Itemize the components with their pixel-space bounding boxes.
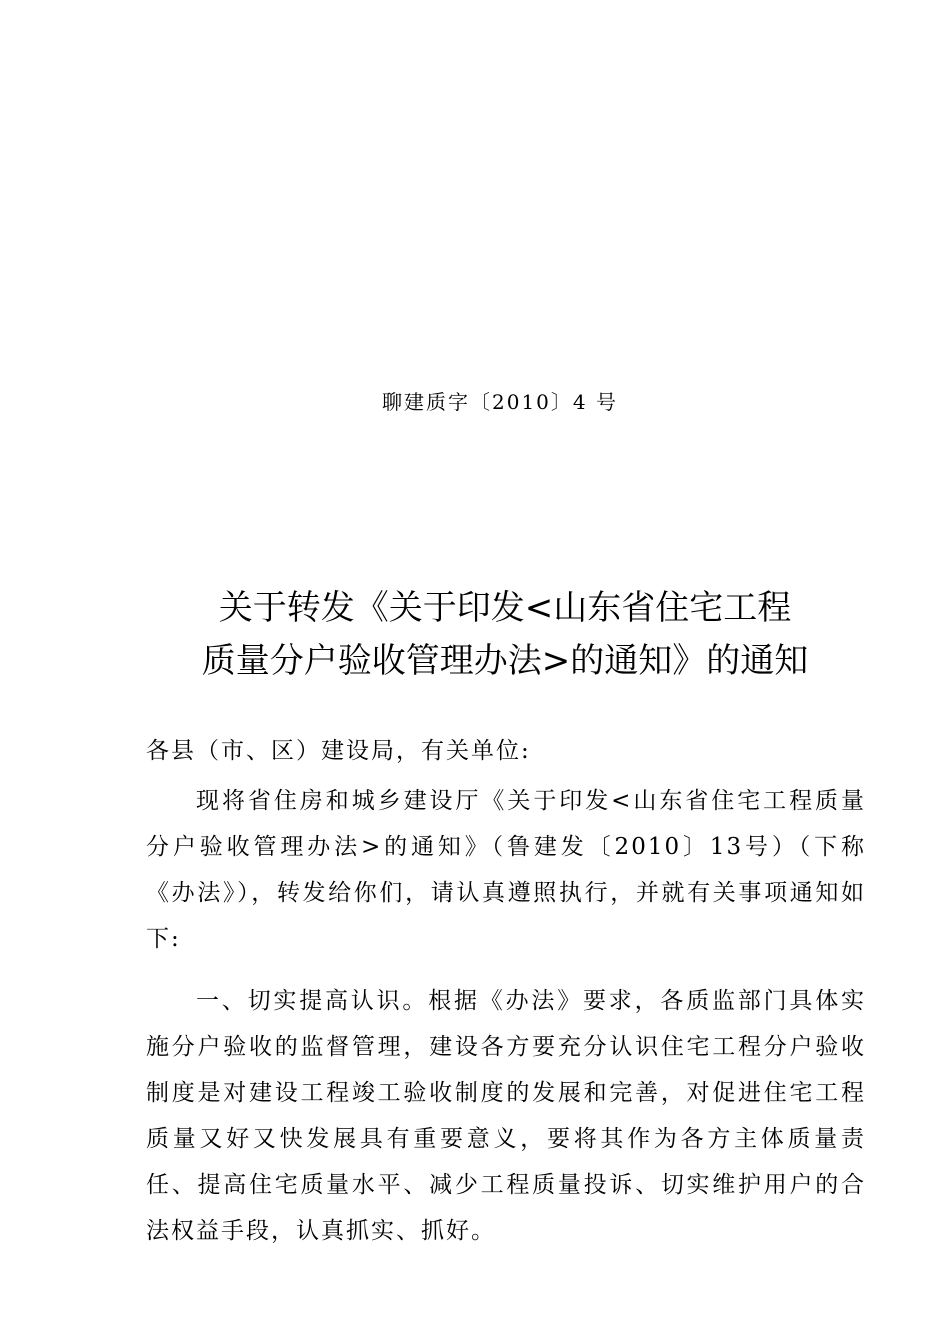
paragraph-block-1: [146, 778, 866, 962]
document-title-line-1: 关于转发《关于印发<山东省住宅工程: [218, 588, 792, 628]
document-title-line-2: 质量分户验收管理办法>的通知》的通知: [201, 641, 809, 681]
body-paragraph: 现将省住房和城乡建设厅《关于印发<山东省住宅工程质量分户验收管理办法>的通知》（鲁建发〔2010〕13号）（下称《办法》），转发给你们，请认真遵照执行，并就有关事项通知如下:: [146, 788, 866, 952]
document-number: 聊建质字〔2010〕4 号: [382, 390, 618, 414]
salutation: 各县（市、区）建设局，有关单位:: [146, 738, 531, 764]
body-paragraph: 一、切实提高认识。根据《办法》要求，各质监部门具体实施分户验收的监督管理，建设各方要充分认识住宅工程分户验收制度是对建设工程竣工验收制度的发展和完善，对促进住宅工程质量又好又快发展具有重要意义，要将其作为各方主体质量责任、提高住宅质量水平、减少工程质量投诉、切实维护用户的合法权益手段，认真抓实、抓好。: [146, 988, 866, 1244]
paragraph-block-2: [146, 978, 866, 1254]
